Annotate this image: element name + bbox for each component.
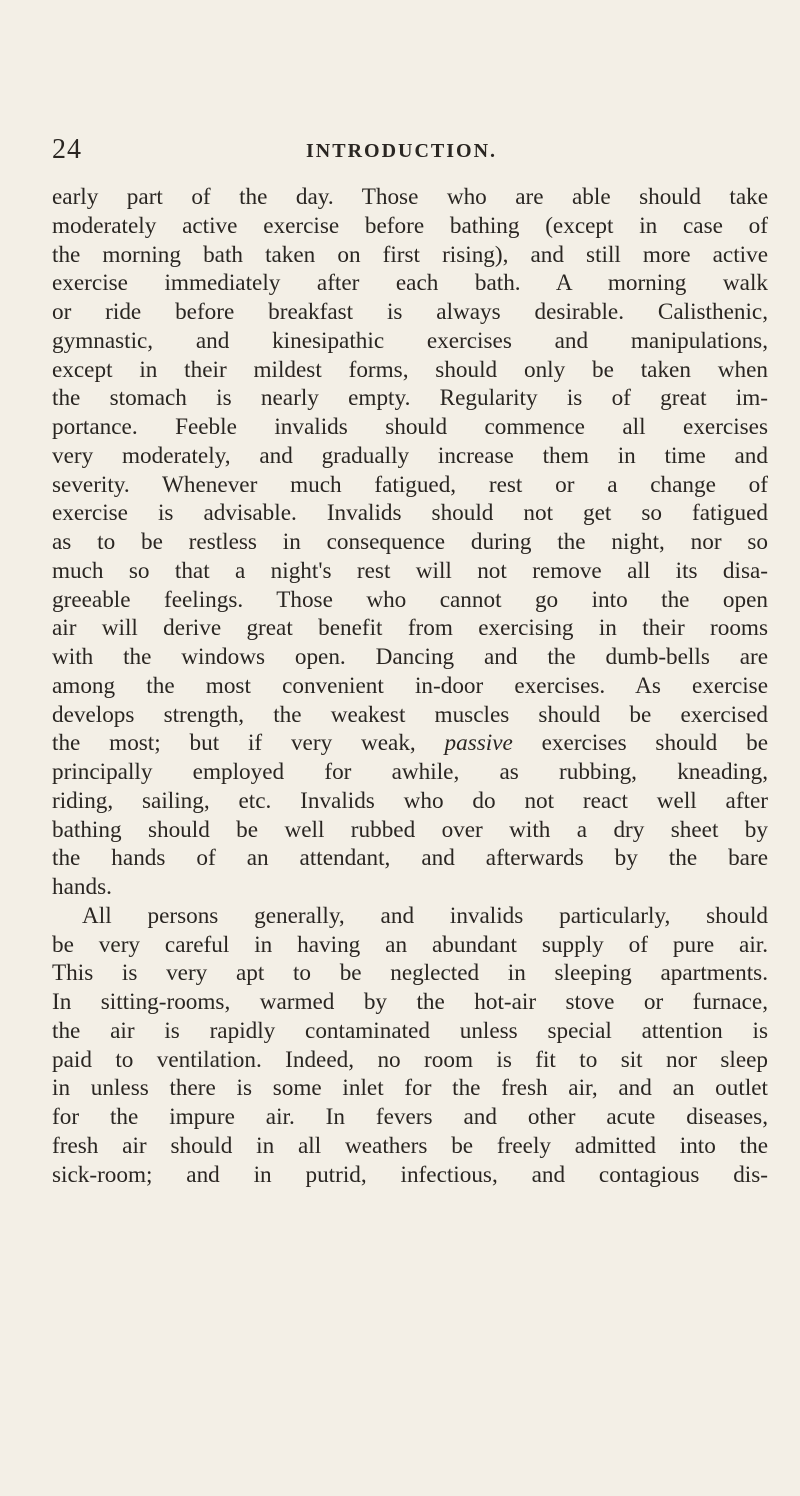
text-line: gymnastic, and kinesipathic exercises and manipulations, <box>52 327 768 354</box>
text-segment: the most; but if very weak, <box>52 730 445 757</box>
page-header <box>52 134 752 166</box>
text-line: very moderately, and gradually increase them in time and <box>52 442 768 469</box>
text-line: bathing should be well rubbed over with a dry sheet by <box>52 816 768 843</box>
text-line: for the impure air. In fevers and other acute diseases, <box>52 1104 768 1130</box>
text-line: fresh air should in all weathers be freely admitted into the <box>52 1132 768 1159</box>
body-text <box>52 183 768 1189</box>
text-line: much so that a night's rest will not remove all its disa- <box>52 557 768 584</box>
text-line: early part of the day. Those who are able should take <box>52 184 768 210</box>
text-line: the morning bath taken on first rising), and still more active <box>52 241 768 268</box>
text-line: paid to ventilation. Indeed, no room is fit to sit nor sleep <box>52 1046 768 1073</box>
text-line: except in their mildest forms, should only be taken when <box>52 356 768 383</box>
text-line: exercise is advisable. Invalids should not get so fatigued <box>52 500 768 527</box>
text-line: as to be restless in consequence during the night, nor so <box>52 529 768 555</box>
text-line: This is very apt to be neglected in sleeping apartments. <box>52 960 768 987</box>
text-segment: exercises should be <box>512 730 768 757</box>
text-line: All persons generally, and invalids particularly, should <box>82 902 768 929</box>
text-line: with the windows open. Dancing and the dumb-bells are <box>52 644 768 670</box>
text-line: principally employed for awhile, as rubbing, kneading, <box>52 759 768 785</box>
text-line <box>52 729 768 758</box>
text-line: In sitting-rooms, warmed by the hot-air stove or furnace, <box>52 989 768 1015</box>
text-line: severity. Whenever much fatigued, rest or a change of <box>52 471 768 498</box>
text-line: moderately active exercise before bathing (except in case of <box>52 212 768 239</box>
text-line: air will derive great benefit from exercising in their rooms <box>52 615 768 642</box>
text-line: exercise immediately after each bath. A morning walk <box>52 270 768 297</box>
text-line: the air is rapidly contaminated unless special attention is <box>52 1017 768 1044</box>
text-line: sick-room; and in putrid, infectious, and contagious dis- <box>52 1161 768 1188</box>
text-line: riding, sailing, etc. Invalids who do not react well after <box>52 787 768 814</box>
text-line: be very careful in having an abundant supply of pure air. <box>52 931 768 958</box>
text-line: or ride before breakfast is always desirable. Calisthenic, <box>52 299 768 325</box>
text-line: portance. Feeble invalids should commence all exercises <box>52 414 768 440</box>
italic-word: passive <box>444 730 513 757</box>
text-line: develops strength, the weakest muscles should be exercised <box>52 701 768 728</box>
text-line: the stomach is nearly empty. Regularity is of great im- <box>52 385 768 412</box>
text-line: the hands of an attendant, and afterwards by the bare <box>52 845 768 872</box>
text-line: in unless there is some inlet for the fresh air, and an outlet <box>52 1075 768 1102</box>
running-title: INTRODUCTION. <box>306 140 498 162</box>
text-line: greeable feelings. Those who cannot go into the open <box>52 586 768 613</box>
text-line: hands. <box>52 874 112 900</box>
page-number: 24 <box>52 134 82 165</box>
text-line: among the most convenient in-door exercises. As exercise <box>52 672 768 699</box>
